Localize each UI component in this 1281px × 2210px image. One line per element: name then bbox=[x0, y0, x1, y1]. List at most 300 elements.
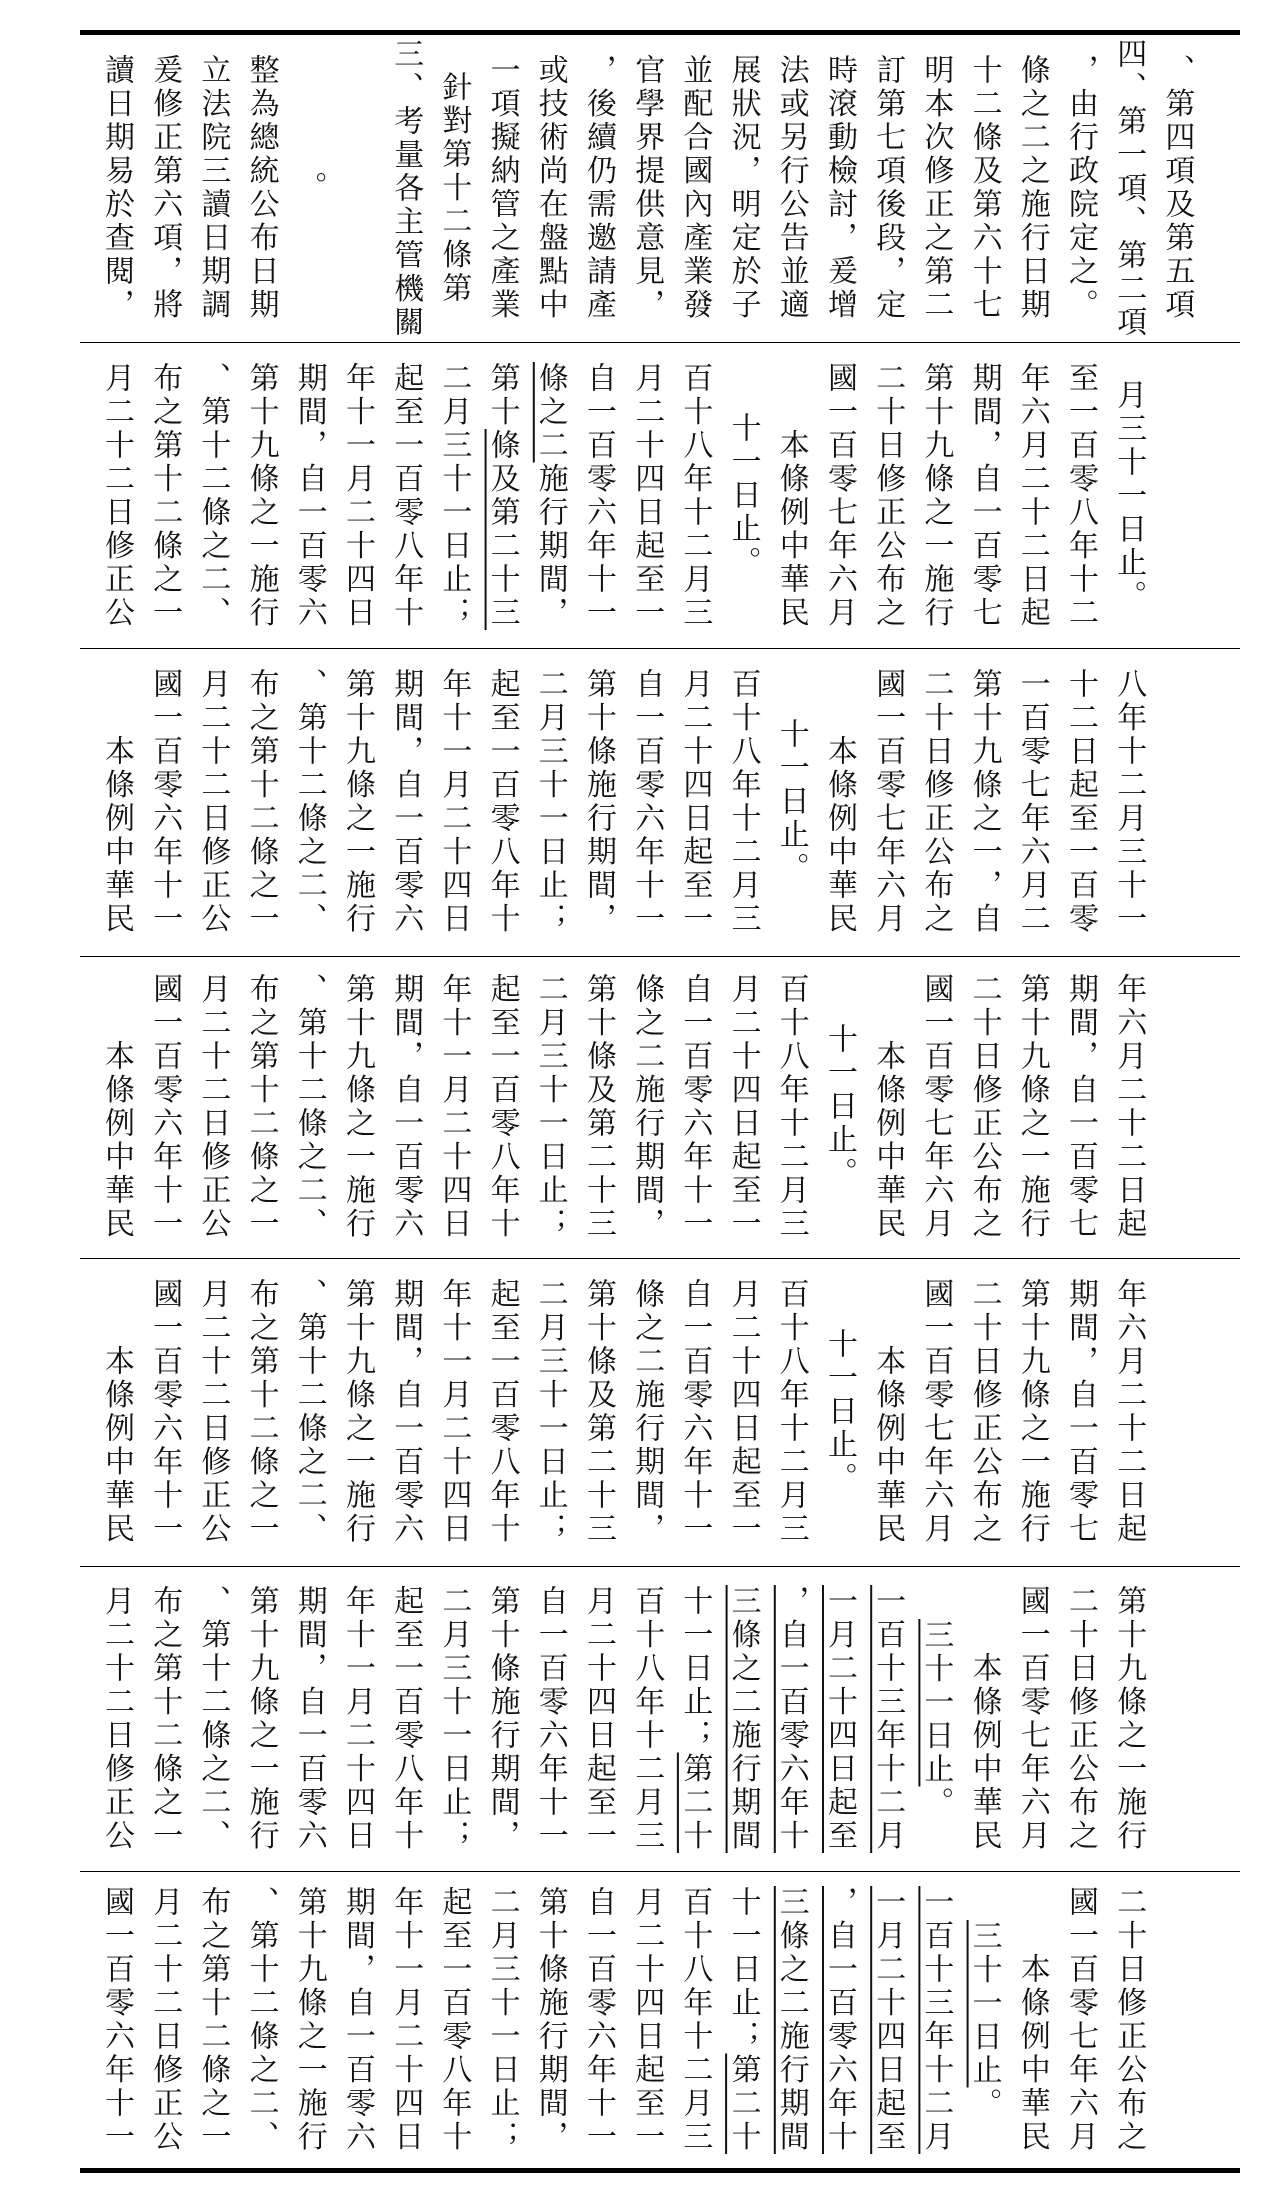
text-line bbox=[864, 346, 910, 646]
text-segment: 月二十二日修正公 bbox=[195, 668, 231, 936]
text-segment: 起至一百零八年十 bbox=[484, 668, 520, 936]
text-segment: 。 bbox=[966, 2087, 1002, 2121]
text-line bbox=[1009, 960, 1055, 1254]
text-segment: 自一百零六年十一 bbox=[677, 1278, 713, 1546]
text-segment: 或技術尚在盤點中 bbox=[532, 54, 568, 322]
text-segment: 布之第十二條之一 bbox=[147, 362, 183, 630]
text-line bbox=[961, 346, 1007, 646]
text-line bbox=[1009, 1262, 1055, 1562]
text-segment: 十二日起至一百零 bbox=[1063, 668, 1098, 936]
text-line bbox=[864, 38, 910, 338]
text-line bbox=[864, 1262, 910, 1562]
text-line bbox=[479, 652, 525, 952]
text-segment: 。 bbox=[918, 1786, 954, 1820]
text-line bbox=[286, 960, 332, 1254]
text-line bbox=[768, 38, 814, 338]
text-line bbox=[238, 652, 284, 952]
text-line bbox=[286, 38, 332, 338]
text-segment: 自一百零六年十一 bbox=[532, 1585, 568, 1853]
text-segment: 、第十二條之二、 bbox=[291, 973, 327, 1241]
text-segment: 月二十四日起至一 bbox=[677, 668, 713, 936]
text-line bbox=[1105, 1262, 1151, 1562]
text-segment: 訂第七項後段，定 bbox=[870, 54, 906, 322]
underlined-amendment: ，自一百零六年十 bbox=[822, 1886, 857, 2154]
text-line bbox=[527, 1875, 573, 2165]
text-line bbox=[286, 1262, 332, 1562]
text-segment: 期間，自一百零七 bbox=[966, 362, 1002, 630]
text-line bbox=[671, 1875, 717, 2165]
text-line bbox=[816, 1875, 862, 2165]
text-line bbox=[286, 1570, 332, 1868]
text-line bbox=[575, 960, 621, 1254]
text-segment: 自一百零六年十一 bbox=[581, 1886, 616, 2154]
text-segment: 十二條及第六十七 bbox=[966, 54, 1002, 322]
underlined-amendment: 一月二十四日起至 bbox=[870, 1886, 906, 2154]
text-line bbox=[189, 38, 235, 338]
text-segment: 國一百零六年十一 bbox=[147, 1278, 183, 1546]
table-row bbox=[80, 960, 1240, 1254]
text-segment: 月二十二日修正公 bbox=[99, 362, 134, 630]
text-line bbox=[912, 960, 958, 1254]
table-row bbox=[80, 1570, 1240, 1868]
text-segment: 二月三十一日止； bbox=[436, 1585, 472, 1853]
underlined-amendment: 一月二十四日起至 bbox=[822, 1585, 857, 1853]
text-line bbox=[1057, 960, 1103, 1254]
text-segment: 自一百零六年十一 bbox=[581, 362, 616, 630]
underlined-amendment: 條之二 bbox=[532, 362, 568, 463]
text-line bbox=[720, 1570, 766, 1868]
text-segment: ，由行政院定之。 bbox=[1063, 54, 1098, 322]
text-line bbox=[141, 1570, 187, 1868]
text-line bbox=[382, 652, 428, 952]
row-divider bbox=[80, 1871, 1240, 1872]
text-segment: 期間，自一百零七 bbox=[1063, 1278, 1098, 1546]
row-divider bbox=[80, 956, 1240, 957]
text-segment: 月三十一日止。 bbox=[1111, 378, 1147, 614]
text-segment: 年十一月二十四日 bbox=[340, 1585, 375, 1853]
text-segment: 布之第十二條之一 bbox=[243, 1278, 279, 1546]
text-segment: 三、考量各主管機關 bbox=[388, 38, 424, 340]
text-line bbox=[238, 1570, 284, 1868]
text-line bbox=[527, 960, 573, 1254]
text-line bbox=[575, 1570, 621, 1868]
text-line bbox=[623, 1262, 669, 1562]
text-line bbox=[671, 960, 717, 1254]
row-divider bbox=[80, 648, 1240, 649]
text-segment: 第十九條之一施行 bbox=[918, 362, 954, 630]
text-line bbox=[430, 960, 476, 1254]
text-line bbox=[1105, 1570, 1151, 1868]
text-line bbox=[1009, 652, 1055, 952]
text-line bbox=[93, 1875, 139, 2165]
text-line bbox=[623, 960, 669, 1254]
text-line bbox=[430, 652, 476, 952]
text-line bbox=[1057, 652, 1103, 952]
text-line bbox=[430, 346, 476, 646]
text-segment: 百十八年十二月三 bbox=[677, 1886, 713, 2154]
text-segment: 第十九條之一施行 bbox=[243, 362, 279, 630]
text-line bbox=[623, 652, 669, 952]
underlined-amendment: 三條之二施行期間 bbox=[773, 1886, 809, 2154]
text-line bbox=[1057, 38, 1103, 338]
text-segment: 百十八年十二月三 bbox=[629, 1585, 665, 1853]
text-segment: 法或另行公告並適 bbox=[773, 54, 809, 322]
text-line bbox=[912, 346, 958, 646]
text-line bbox=[238, 1262, 284, 1562]
text-line bbox=[93, 1570, 139, 1868]
text-segment: 第十條施行期間， bbox=[581, 668, 616, 936]
text-line bbox=[430, 1570, 476, 1868]
text-segment: 十一日止。 bbox=[773, 718, 809, 886]
text-segment: 國一百零六年十一 bbox=[99, 1886, 134, 2154]
text-line bbox=[382, 1570, 428, 1868]
text-segment: 本條例中華民 bbox=[99, 668, 134, 936]
text-line bbox=[864, 960, 910, 1254]
text-line bbox=[430, 38, 476, 338]
text-line bbox=[334, 652, 380, 952]
text-line bbox=[671, 1262, 717, 1562]
text-segment: 月二十二日修正公 bbox=[99, 1585, 134, 1853]
text-segment: 期間，自一百零六 bbox=[291, 362, 327, 630]
text-segment: 第十九條之一施行 bbox=[243, 1585, 279, 1853]
text-segment: 年十一月二十四日 bbox=[340, 362, 375, 630]
text-line bbox=[768, 960, 814, 1254]
text-segment: 第十條及第二十三 bbox=[581, 973, 616, 1241]
text-line bbox=[189, 1570, 235, 1868]
text-segment: 國一百零七年六月 bbox=[822, 362, 857, 630]
text-segment: 第十條施行期間， bbox=[532, 1886, 568, 2154]
text-line bbox=[93, 346, 139, 646]
text-segment: 百十八年十二月三 bbox=[677, 362, 713, 630]
text-segment: 國一百零六年十一 bbox=[147, 668, 183, 936]
text-line bbox=[816, 38, 862, 338]
text-line bbox=[1153, 38, 1199, 338]
text-line bbox=[623, 346, 669, 646]
text-line bbox=[720, 346, 766, 646]
text-line bbox=[334, 960, 380, 1254]
text-line bbox=[912, 38, 958, 338]
text-segment: 二十日修正公布之 bbox=[870, 362, 906, 630]
underlined-amendment: 三十一日止 bbox=[918, 1618, 954, 1786]
text-segment: 國一百零七年六月 bbox=[870, 668, 906, 936]
text-line bbox=[720, 652, 766, 952]
text-segment: 整為總統公布日期 bbox=[243, 54, 279, 322]
underlined-amendment: ，自一百零六年十 bbox=[773, 1585, 809, 1853]
text-segment: 八年十二月三十一 bbox=[1111, 668, 1147, 936]
text-line bbox=[1105, 38, 1151, 338]
text-segment: 月二十二日修正公 bbox=[195, 1278, 231, 1546]
text-segment: 年十一月二十四日 bbox=[388, 1886, 424, 2154]
top-rule bbox=[80, 30, 1240, 35]
text-line bbox=[479, 38, 525, 338]
text-line bbox=[961, 1570, 1007, 1868]
text-line bbox=[575, 38, 621, 338]
text-segment: 起至一百零八年十 bbox=[484, 1278, 520, 1546]
text-segment: 月二十四日起至一 bbox=[581, 1585, 616, 1853]
text-line bbox=[141, 1875, 187, 2165]
text-segment: 、第十二條之二、 bbox=[291, 668, 327, 936]
text-segment: 第十九條之一，自 bbox=[966, 668, 1002, 936]
table-row bbox=[80, 1875, 1240, 2165]
text-line bbox=[912, 1875, 958, 2165]
text-line bbox=[575, 346, 621, 646]
text-line bbox=[93, 652, 139, 952]
text-line bbox=[864, 1875, 910, 2165]
table-row bbox=[80, 346, 1240, 646]
text-segment: 二十日修正公布之 bbox=[918, 668, 954, 936]
text-line bbox=[141, 38, 187, 338]
text-line bbox=[912, 652, 958, 952]
text-segment: 、第十二條之二、 bbox=[243, 1886, 279, 2154]
text-segment: 時滾動檢討，爰增 bbox=[822, 54, 857, 322]
text-line bbox=[527, 1570, 573, 1868]
text-segment: 期間，自一百零六 bbox=[388, 973, 424, 1241]
row-divider bbox=[80, 342, 1240, 343]
text-segment: 二十日修正公布之 bbox=[1111, 1886, 1147, 2154]
text-line bbox=[479, 346, 525, 646]
text-line bbox=[768, 1262, 814, 1562]
text-segment: 二月三十一日止； bbox=[532, 1278, 568, 1546]
underlined-amendment: 一百十三年十二月 bbox=[918, 1886, 954, 2154]
text-line bbox=[961, 652, 1007, 952]
text-segment: 布之第十二條之一 bbox=[243, 668, 279, 936]
text-line bbox=[382, 960, 428, 1254]
text-line bbox=[479, 1875, 525, 2165]
text-line bbox=[382, 1262, 428, 1562]
text-line bbox=[334, 1875, 380, 2165]
text-line bbox=[527, 652, 573, 952]
text-segment: 十一日止； bbox=[677, 1585, 713, 1753]
text-segment: 明本次修正之第二 bbox=[918, 54, 954, 322]
text-segment: 第十條施行期間， bbox=[484, 1585, 520, 1853]
underlined-amendment: 三十一日止 bbox=[966, 1919, 1002, 2087]
text-line bbox=[961, 960, 1007, 1254]
text-segment: 施行期間， bbox=[532, 462, 568, 630]
text-line bbox=[141, 1262, 187, 1562]
text-segment: 第十條及第二十三 bbox=[581, 1278, 616, 1546]
text-segment: 二月三十一日止； bbox=[436, 362, 472, 630]
text-segment: 二十日修正公布之 bbox=[1063, 1585, 1098, 1853]
text-segment: 年十一月二十四日 bbox=[436, 668, 472, 936]
text-segment: 月二十四日起至一 bbox=[725, 1278, 761, 1546]
text-segment: 布之第十二條之一 bbox=[243, 973, 279, 1241]
text-line bbox=[768, 652, 814, 952]
text-line bbox=[623, 1570, 669, 1868]
underlined-amendment: 三條之二施行期間 bbox=[725, 1585, 761, 1853]
text-line bbox=[768, 1875, 814, 2165]
text-segment: 期間，自一百零七 bbox=[1063, 973, 1098, 1241]
text-line bbox=[527, 346, 573, 646]
bottom-rule bbox=[80, 2168, 1240, 2173]
text-line bbox=[1009, 1875, 1055, 2165]
text-line bbox=[575, 1262, 621, 1562]
text-segment: 一項擬納管之產業 bbox=[484, 54, 520, 322]
text-line bbox=[816, 960, 862, 1254]
text-line bbox=[382, 1875, 428, 2165]
text-segment: 展狀況，明定於子 bbox=[725, 54, 761, 322]
text-line bbox=[141, 960, 187, 1254]
text-line bbox=[912, 1570, 958, 1868]
text-segment: 二十日修正公布之 bbox=[966, 1278, 1002, 1546]
text-line bbox=[623, 1875, 669, 2165]
text-segment: 國一百零七年六月 bbox=[1014, 1585, 1050, 1853]
text-line bbox=[671, 38, 717, 338]
text-line bbox=[1009, 346, 1055, 646]
text-line bbox=[527, 1262, 573, 1562]
text-line bbox=[141, 346, 187, 646]
text-line bbox=[286, 652, 332, 952]
text-segment: 二月三十一日止； bbox=[532, 668, 568, 936]
text-segment: 本條例中華民 bbox=[1014, 1886, 1050, 2154]
text-line bbox=[189, 1262, 235, 1562]
text-segment: 、第十二條之二、 bbox=[195, 1585, 231, 1853]
text-line bbox=[1057, 1262, 1103, 1562]
text-segment: 國一百零七年六月 bbox=[918, 973, 954, 1241]
text-segment: 月二十四日起至一 bbox=[629, 1886, 665, 2154]
text-line bbox=[1057, 1570, 1103, 1868]
text-line bbox=[720, 1875, 766, 2165]
text-line bbox=[479, 1262, 525, 1562]
text-segment: 條之二之施行日期 bbox=[1014, 54, 1050, 322]
text-line bbox=[1105, 346, 1151, 646]
text-line bbox=[430, 1875, 476, 2165]
text-segment: 。 bbox=[291, 171, 327, 205]
text-segment: 二十日修正公布之 bbox=[966, 973, 1002, 1241]
text-segment: 期間，自一百零六 bbox=[388, 668, 424, 936]
row-divider bbox=[80, 1258, 1240, 1259]
text-segment: 並配合國內產業發 bbox=[677, 54, 713, 322]
text-line bbox=[479, 960, 525, 1254]
text-segment: 國一百零七年六月 bbox=[1063, 1886, 1098, 2154]
text-line bbox=[623, 38, 669, 338]
text-line bbox=[720, 1262, 766, 1562]
text-line bbox=[1105, 960, 1151, 1254]
text-line bbox=[1009, 38, 1055, 338]
text-segment: 年六月二十二日起 bbox=[1014, 362, 1050, 630]
text-line bbox=[527, 38, 573, 338]
table-row bbox=[80, 38, 1240, 338]
text-line bbox=[93, 1262, 139, 1562]
text-segment: 自一百零六年十一 bbox=[677, 973, 713, 1241]
text-line bbox=[1057, 1875, 1103, 2165]
text-line bbox=[430, 1262, 476, 1562]
text-line bbox=[961, 38, 1007, 338]
text-line bbox=[1057, 346, 1103, 646]
text-segment: 起至一百零八年十 bbox=[484, 973, 520, 1241]
text-line bbox=[238, 1875, 284, 2165]
text-line bbox=[286, 1875, 332, 2165]
text-segment: 第十九條之一施行 bbox=[1014, 973, 1050, 1241]
text-line bbox=[816, 1262, 862, 1562]
text-segment: 年六月二十二日起 bbox=[1111, 973, 1147, 1241]
text-segment: 二月三十一日止； bbox=[484, 1886, 520, 2154]
text-segment: 針對第十二條第 bbox=[436, 70, 472, 306]
text-segment: 布之第十二條之一 bbox=[147, 1585, 183, 1853]
text-segment: 年十一月二十四日 bbox=[436, 973, 472, 1241]
text-segment: 四、第一項、第二項 bbox=[1111, 38, 1147, 340]
text-segment: 、第四項及第五項 bbox=[1159, 54, 1195, 322]
text-line bbox=[768, 1570, 814, 1868]
text-line bbox=[1009, 1570, 1055, 1868]
text-line bbox=[382, 38, 428, 338]
text-segment: 本條例中華民 bbox=[870, 1278, 906, 1546]
text-line bbox=[720, 38, 766, 338]
text-segment: 期間，自一百零六 bbox=[291, 1585, 327, 1853]
text-segment: 十一日止。 bbox=[822, 1023, 857, 1191]
text-segment: 官學界提供意見， bbox=[629, 54, 665, 322]
text-line bbox=[864, 652, 910, 952]
text-segment: 期間，自一百零六 bbox=[388, 1278, 424, 1546]
text-line bbox=[334, 38, 380, 338]
text-segment: 月二十二日修正公 bbox=[147, 1886, 183, 2154]
text-line bbox=[189, 1875, 235, 2165]
text-segment: 期間，自一百零六 bbox=[340, 1886, 375, 2154]
text-segment: 百十八年十二月三 bbox=[773, 973, 809, 1241]
text-segment: 、第十二條之二、 bbox=[291, 1278, 327, 1546]
text-segment: 國一百零七年六月 bbox=[918, 1278, 954, 1546]
text-line bbox=[238, 346, 284, 646]
text-segment: 起至一百零八年十 bbox=[388, 362, 424, 630]
text-segment: 百十八年十二月三 bbox=[773, 1278, 809, 1546]
text-line bbox=[768, 346, 814, 646]
text-line bbox=[334, 1570, 380, 1868]
text-segment: 月二十四日起至一 bbox=[725, 973, 761, 1241]
text-segment: 起至一百零八年十 bbox=[436, 1886, 472, 2154]
table-row bbox=[80, 652, 1240, 952]
text-segment: 第十 bbox=[484, 362, 520, 429]
text-segment: 十一日止； bbox=[725, 1886, 761, 2054]
text-line bbox=[93, 38, 139, 338]
text-line bbox=[1105, 1875, 1151, 2165]
text-line bbox=[816, 346, 862, 646]
text-line bbox=[141, 652, 187, 952]
text-segment: 本條例中華民 bbox=[966, 1585, 1002, 1853]
text-line bbox=[961, 1262, 1007, 1562]
text-segment: 本條例中華民 bbox=[99, 1278, 134, 1546]
text-segment: 起至一百零八年十 bbox=[388, 1585, 424, 1853]
text-line bbox=[720, 960, 766, 1254]
text-line bbox=[382, 346, 428, 646]
text-line bbox=[575, 1875, 621, 2165]
text-segment: 本條例中華民 bbox=[822, 668, 857, 936]
text-segment: 條之二施行期間， bbox=[629, 1278, 665, 1546]
text-line bbox=[334, 346, 380, 646]
text-segment: 立法院三讀日期調 bbox=[195, 54, 231, 322]
text-line bbox=[816, 1570, 862, 1868]
text-line bbox=[334, 1262, 380, 1562]
text-line bbox=[189, 652, 235, 952]
text-line bbox=[93, 960, 139, 1254]
text-segment: 布之第十二條之一 bbox=[195, 1886, 231, 2154]
text-segment: 本條例中華民 bbox=[99, 973, 134, 1241]
text-segment: 第十九條之一施行 bbox=[291, 1886, 327, 2154]
text-segment: 第十九條之一施行 bbox=[1014, 1278, 1050, 1546]
text-line bbox=[816, 652, 862, 952]
text-line bbox=[238, 38, 284, 338]
text-line bbox=[238, 960, 284, 1254]
text-line bbox=[671, 346, 717, 646]
underlined-amendment: 第二十 bbox=[725, 2053, 761, 2154]
text-segment: 十一日止。 bbox=[822, 1328, 857, 1496]
text-segment: 百十八年十二月三 bbox=[725, 668, 761, 936]
text-segment: 十一日止。 bbox=[725, 412, 761, 580]
text-line bbox=[286, 346, 332, 646]
text-segment: 本條例中華民 bbox=[773, 362, 809, 630]
text-segment: 爰修正第六項，將 bbox=[147, 54, 183, 322]
text-line bbox=[671, 652, 717, 952]
text-segment: 第十九條之一施行 bbox=[340, 973, 375, 1241]
text-line bbox=[479, 1570, 525, 1868]
